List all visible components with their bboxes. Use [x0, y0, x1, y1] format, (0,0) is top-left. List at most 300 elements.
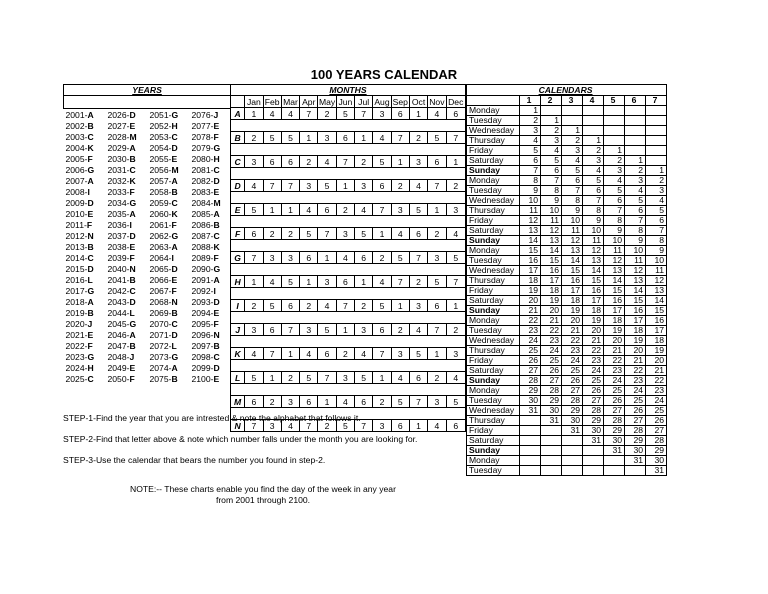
calendar-date: 9 [646, 246, 667, 256]
calendar-date: 25 [604, 386, 625, 396]
calendar-date: 16 [562, 276, 583, 286]
year-value: 2022- [65, 340, 88, 351]
month-code-cell: 6 [263, 156, 281, 168]
calendar-date: 23 [625, 376, 646, 386]
month-code-cell: 7 [428, 180, 446, 192]
year-cell [190, 373, 231, 384]
year-cell [190, 197, 231, 208]
year-cell [64, 186, 106, 197]
calendar-date: 4 [646, 196, 667, 206]
month-code-cell: 1 [373, 228, 391, 240]
month-label: Aug [374, 96, 390, 107]
calendar-row [467, 406, 667, 416]
year-value: 2050- [107, 373, 130, 384]
month-row-letter: B [231, 132, 245, 144]
month-gap-cell [231, 360, 466, 372]
month-code-cell: 1 [409, 420, 427, 432]
calendar-date: 18 [625, 326, 646, 336]
page-title: 100 YEARS CALENDAR [310, 67, 458, 82]
year-cell [190, 307, 231, 318]
month-gap-row [231, 144, 466, 156]
year-letter: J [87, 318, 93, 329]
calendar-date [583, 116, 604, 126]
calendar-date: 24 [625, 386, 646, 396]
year-letter: D [213, 175, 220, 186]
month-code-cell: 7 [300, 108, 318, 120]
month-code-cell: 7 [391, 132, 409, 144]
calendar-date: 21 [646, 366, 667, 376]
year-value: 2069- [149, 307, 172, 318]
year-cell [148, 120, 190, 131]
year-letter: J [213, 109, 219, 120]
year-row [64, 340, 231, 351]
weekday-label: Friday [467, 146, 520, 156]
year-letter: E [213, 120, 220, 131]
calendar-date: 9 [541, 196, 562, 206]
year-cell [148, 109, 190, 121]
weekday-label: Saturday [467, 436, 520, 446]
calendar-date: 5 [646, 206, 667, 216]
year-cell [148, 208, 190, 219]
year-cell [190, 296, 231, 307]
calendar-date: 7 [646, 226, 667, 236]
calendar-date: 24 [541, 346, 562, 356]
year-letter: F [213, 318, 219, 329]
year-value: 2062- [149, 230, 172, 241]
month-code-cell: 2 [409, 276, 427, 288]
month-code-cell: 7 [245, 420, 263, 432]
month-code-cell: 5 [409, 204, 427, 216]
calendar-date: 17 [520, 266, 541, 276]
month-code-cell: 7 [318, 228, 336, 240]
calendar-row [467, 286, 667, 296]
months-corner [231, 96, 245, 108]
year-value: 2010- [65, 208, 88, 219]
weekday-label: Monday [467, 246, 520, 256]
calendar-date [583, 466, 604, 476]
calendar-date: 26 [520, 356, 541, 366]
year-row [64, 362, 231, 373]
calendar-date: 20 [625, 346, 646, 356]
calendar-row [467, 326, 667, 336]
month-code-cell: 4 [355, 204, 373, 216]
years-table [63, 84, 231, 384]
calendar-date [562, 456, 583, 466]
calendar-date: 25 [583, 376, 604, 386]
calendar-row [467, 266, 667, 276]
year-row [64, 230, 231, 241]
month-code-cell: 1 [409, 108, 427, 120]
year-row [64, 131, 231, 142]
year-letter: A [87, 109, 94, 120]
year-letter: M [171, 164, 179, 175]
year-value: 2016- [65, 274, 88, 285]
year-value: 2038- [107, 241, 130, 252]
month-code-cell: 2 [446, 180, 466, 192]
calendar-date [604, 126, 625, 136]
calendar-date: 5 [604, 186, 625, 196]
month-code-cell: 2 [300, 156, 318, 168]
calendar-date: 23 [646, 386, 667, 396]
calendar-row [467, 396, 667, 406]
calendar-date: 26 [541, 366, 562, 376]
year-row [64, 296, 231, 307]
calendar-date [625, 466, 646, 476]
year-cell [190, 186, 231, 197]
month-code-cell: 5 [318, 180, 336, 192]
year-letter: M [129, 131, 137, 142]
calendar-date: 28 [562, 396, 583, 406]
month-gap-row [231, 168, 466, 180]
year-row [64, 307, 231, 318]
month-code-cell: 7 [373, 348, 391, 360]
calendar-date: 31 [562, 426, 583, 436]
calendar-date: 31 [541, 416, 562, 426]
calendar-date: 30 [625, 446, 646, 456]
month-code-cell: 6 [263, 324, 281, 336]
year-value: 2087- [191, 230, 214, 241]
year-value: 2015- [65, 263, 88, 274]
calendar-date: 26 [646, 416, 667, 426]
weekday-label: Friday [467, 356, 520, 366]
year-value: 2023- [65, 351, 88, 362]
year-value: 2080- [191, 153, 214, 164]
month-code-row [231, 324, 466, 336]
calendar-date: 17 [604, 306, 625, 316]
calendar-date: 4 [625, 186, 646, 196]
month-code-cell: 4 [428, 420, 446, 432]
year-letter: C [213, 230, 220, 241]
weekday-label: Sunday [467, 166, 520, 176]
year-value: 2031- [107, 164, 130, 175]
year-row [64, 318, 231, 329]
calendar-date: 1 [520, 106, 541, 116]
weekday-label: Monday [467, 106, 520, 116]
calendar-date: 13 [583, 256, 604, 266]
year-value: 2053- [149, 131, 172, 142]
calendar-date [520, 446, 541, 456]
calendar-row [467, 126, 667, 136]
calendar-date: 7 [520, 166, 541, 176]
calendar-date: 15 [604, 286, 625, 296]
year-letter: C [171, 131, 178, 142]
month-code-cell: 7 [409, 252, 427, 264]
year-letter: H [87, 362, 94, 373]
year-cell [190, 318, 231, 329]
year-value: 2089- [191, 252, 214, 263]
month-code-cell: 2 [336, 204, 354, 216]
month-row-letter: I [231, 300, 245, 312]
calendar-date: 1 [604, 146, 625, 156]
year-row [64, 329, 231, 340]
month-label: Apr [300, 96, 318, 108]
year-cell [190, 285, 231, 296]
weekday-label: Tuesday [467, 116, 520, 126]
calendar-date: 6 [562, 176, 583, 186]
calendar-date [562, 116, 583, 126]
year-value: 2012- [65, 230, 88, 241]
calendar-row [467, 346, 667, 356]
month-code-cell: 4 [428, 108, 446, 120]
month-gap-cell [231, 240, 466, 252]
calendar-date [646, 156, 667, 166]
calendar-date: 23 [520, 326, 541, 336]
year-cell [106, 296, 148, 307]
weekday-label: Monday [467, 316, 520, 326]
year-value: 2017- [65, 285, 88, 296]
calendar-date: 14 [583, 266, 604, 276]
month-code-cell: 1 [245, 276, 263, 288]
month-code-cell: 3 [446, 204, 466, 216]
year-row [64, 351, 231, 362]
year-cell [148, 373, 190, 384]
month-gap-cell [231, 288, 466, 300]
month-code-cell: 5 [446, 252, 466, 264]
calendar-date [520, 456, 541, 466]
year-value: 2088- [191, 241, 214, 252]
weekday-label: Saturday [467, 156, 520, 166]
calendar-date: 15 [562, 266, 583, 276]
year-letter: A [129, 142, 136, 153]
year-letter: B [171, 307, 178, 318]
calendar-date: 6 [625, 206, 646, 216]
year-value: 2034- [107, 197, 130, 208]
year-value: 2006- [65, 164, 88, 175]
month-code-cell: 4 [318, 156, 336, 168]
calendar-date: 12 [562, 236, 583, 246]
year-value: 2078- [191, 131, 214, 142]
calendar-date: 3 [604, 166, 625, 176]
month-code-cell: 7 [281, 180, 299, 192]
calendar-row [467, 316, 667, 326]
month-gap-row [231, 288, 466, 300]
calendar-date: 2 [625, 166, 646, 176]
year-cell [190, 153, 231, 164]
year-letter: A [171, 175, 178, 186]
year-letter: A [129, 208, 136, 219]
month-code-cell: 5 [336, 108, 354, 120]
calendar-date: 11 [583, 236, 604, 246]
month-code-cell: 2 [355, 156, 373, 168]
month-gap-cell [231, 192, 466, 204]
month-code-cell: 6 [300, 396, 318, 408]
year-value: 2048- [107, 351, 130, 362]
year-value: 2090- [191, 263, 214, 274]
month-code-cell: 6 [355, 396, 373, 408]
month-code-row [231, 132, 466, 144]
year-letter: F [129, 252, 135, 263]
month-code-cell: 4 [446, 372, 466, 384]
month-label: Dec [446, 96, 466, 108]
year-letter: E [87, 329, 94, 340]
calendar-row [467, 226, 667, 236]
calendar-date: 18 [520, 276, 541, 286]
year-cell [190, 109, 231, 121]
year-value: 2047- [107, 340, 130, 351]
month-code-cell: 1 [446, 300, 466, 312]
year-value: 2036- [107, 219, 130, 230]
calendar-date: 9 [562, 206, 583, 216]
year-letter: A [213, 208, 220, 219]
year-value: 2064- [149, 252, 172, 263]
calendar-date: 27 [625, 416, 646, 426]
calendar-date: 11 [562, 226, 583, 236]
calendar-date: 2 [646, 176, 667, 186]
year-letter: I [213, 285, 216, 296]
calendar-date: 12 [520, 216, 541, 226]
year-value: 2060- [149, 208, 172, 219]
calendar-date [520, 426, 541, 436]
calendar-date: 20 [562, 316, 583, 326]
year-letter: A [213, 274, 220, 285]
calendar-date: 9 [520, 186, 541, 196]
month-code-cell: 7 [446, 276, 466, 288]
year-letter: B [129, 153, 136, 164]
year-letter: N [129, 263, 136, 274]
calendar-numbers-row [467, 96, 667, 106]
year-value: 2070- [149, 318, 172, 329]
month-gap-cell [231, 264, 466, 276]
calendar-date [541, 426, 562, 436]
year-letter: H [213, 153, 220, 164]
calendar-date [646, 146, 667, 156]
year-value: 2084- [191, 197, 214, 208]
year-letter: F [213, 131, 219, 142]
calendar-date: 11 [604, 246, 625, 256]
calendar-date: 3 [646, 186, 667, 196]
month-code-row [231, 300, 466, 312]
month-label: Mar [283, 96, 298, 107]
calendar-date: 22 [562, 336, 583, 346]
year-value: 2100- [191, 373, 214, 384]
year-value: 2046- [107, 329, 130, 340]
year-cell [148, 175, 190, 186]
year-value: 2098- [191, 351, 214, 362]
calendar-date: 25 [520, 346, 541, 356]
year-cell [190, 230, 231, 241]
calendar-date: 8 [646, 236, 667, 246]
step-3: STEP-3-Use the calendar that bears the number you found in step-2. [63, 455, 326, 465]
calendar-date: 30 [562, 416, 583, 426]
calendar-date: 8 [583, 206, 604, 216]
year-value: 2037- [107, 230, 130, 241]
calendar-date: 22 [583, 346, 604, 356]
month-gap-cell [231, 120, 466, 132]
year-value: 2065- [149, 263, 172, 274]
month-code-cell: 3 [318, 276, 336, 288]
calendar-date: 22 [646, 376, 667, 386]
year-row [64, 274, 231, 285]
calendar-date: 11 [520, 206, 541, 216]
month-code-cell: 6 [391, 108, 409, 120]
month-code-cell: 2 [428, 372, 446, 384]
year-value: 2043- [107, 296, 130, 307]
year-cell [190, 175, 231, 186]
year-cell [148, 318, 190, 329]
year-cell [64, 197, 106, 208]
year-letter: D [213, 362, 220, 373]
year-cell [148, 307, 190, 318]
calendar-date: 25 [562, 366, 583, 376]
calendar-date: 19 [541, 296, 562, 306]
month-code-cell: 4 [336, 252, 354, 264]
month-gap-row [231, 264, 466, 276]
year-cell [106, 208, 148, 219]
month-label: Feb [264, 96, 280, 107]
month-code-cell: 2 [245, 300, 263, 312]
calendar-date: 6 [604, 196, 625, 206]
calendar-date: 28 [541, 386, 562, 396]
year-letter: B [87, 307, 94, 318]
year-letter: A [171, 241, 178, 252]
year-letter: E [171, 153, 178, 164]
calendar-date: 10 [520, 196, 541, 206]
month-code-cell: 7 [428, 324, 446, 336]
calendar-date: 10 [646, 256, 667, 266]
year-cell [190, 263, 231, 274]
year-value: 2026- [107, 109, 130, 120]
calendar-date: 27 [562, 386, 583, 396]
month-code-cell: 3 [409, 300, 427, 312]
calendar-date: 1 [541, 116, 562, 126]
calendar-row [467, 466, 667, 476]
month-code-cell: 6 [245, 228, 263, 240]
month-code-cell: 6 [336, 132, 354, 144]
month-gap-row [231, 360, 466, 372]
calendar-date [646, 126, 667, 136]
calendar-date: 25 [625, 396, 646, 406]
year-value: 2030- [107, 153, 130, 164]
year-value: 2075- [149, 373, 172, 384]
calendar-date: 2 [583, 146, 604, 156]
months-row [231, 96, 466, 108]
calendar-date: 2 [520, 116, 541, 126]
month-row-letter: J [231, 324, 245, 336]
calendar-date: 29 [583, 416, 604, 426]
calendar-date: 5 [562, 166, 583, 176]
calendar-row [467, 276, 667, 286]
calendar-date: 22 [520, 316, 541, 326]
year-value: 2077- [191, 120, 214, 131]
months-header: MONTHS [231, 85, 466, 96]
calendar-date: 10 [541, 206, 562, 216]
year-letter: G [129, 197, 137, 208]
weekday-label: Tuesday [467, 396, 520, 406]
year-row [64, 197, 231, 208]
weekday-label: Friday [467, 216, 520, 226]
calendar-date: 14 [625, 286, 646, 296]
month-code-cell: 4 [409, 324, 427, 336]
month-code-cell: 2 [281, 228, 299, 240]
year-value: 2061- [149, 219, 172, 230]
year-letter: F [129, 186, 135, 197]
year-letter: C [129, 164, 136, 175]
year-cell [190, 131, 231, 142]
calendar-date [520, 416, 541, 426]
calendar-date: 20 [520, 296, 541, 306]
year-value: 2071- [149, 329, 172, 340]
calendar-date: 28 [520, 376, 541, 386]
year-cell [148, 340, 190, 351]
calendar-date [604, 116, 625, 126]
calendar-date: 8 [520, 176, 541, 186]
year-letter: F [86, 219, 93, 230]
month-code-cell: 3 [281, 252, 299, 264]
calendar-date: 12 [625, 266, 646, 276]
calendar-date: 8 [604, 216, 625, 226]
month-code-cell: 5 [281, 132, 299, 144]
weekday-label: Sunday [467, 446, 520, 456]
